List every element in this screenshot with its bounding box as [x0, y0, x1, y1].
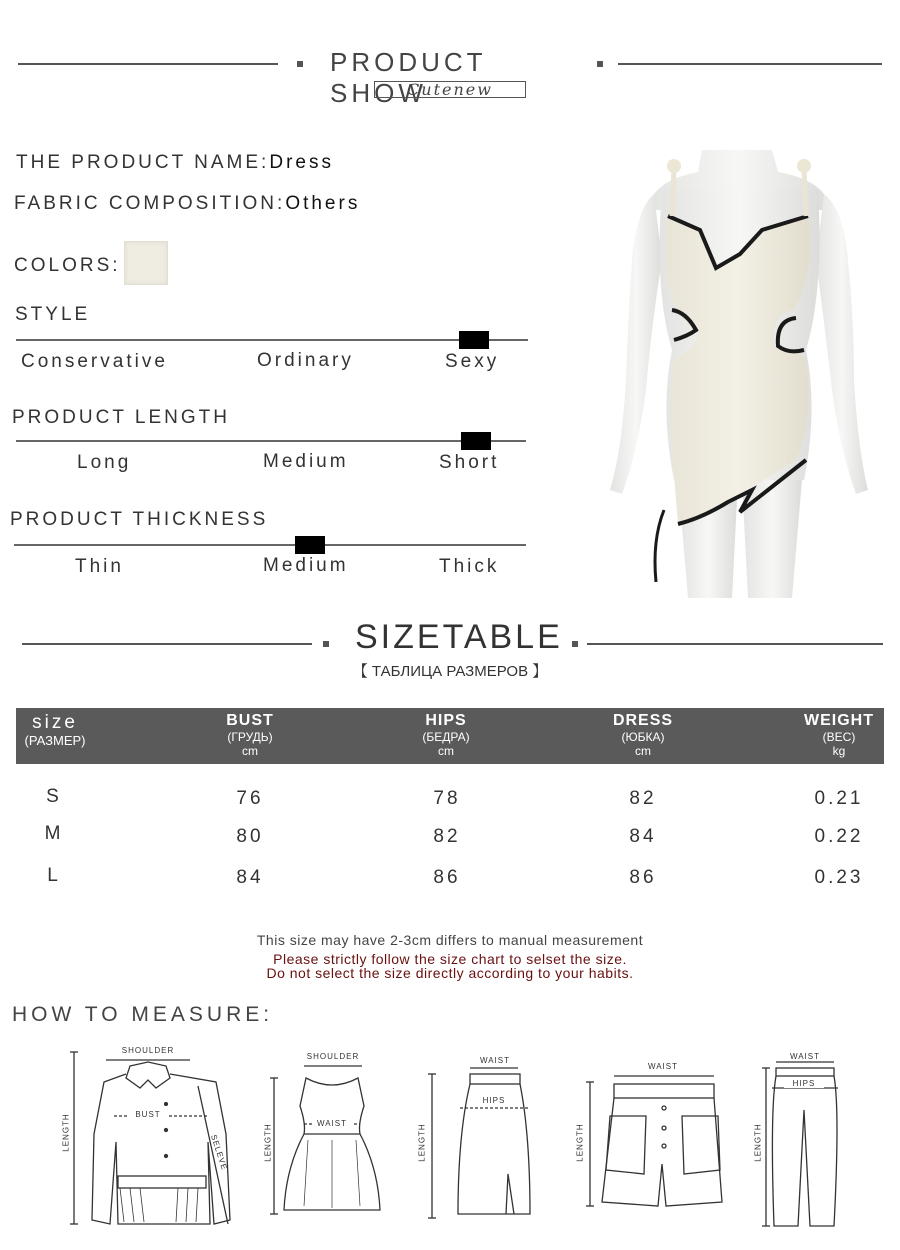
sizetable-dot-right [572, 641, 578, 647]
hips-cell: 82 [433, 826, 461, 847]
size-table-header [16, 708, 884, 764]
fabric-row [14, 193, 360, 215]
fabric-label: FABRIC COMPOSITION: [14, 193, 286, 214]
dress-waist-label: WAIST [312, 1119, 352, 1128]
product-name-value: Dress [269, 152, 334, 173]
bust-cell: 76 [236, 788, 264, 809]
style-option-ordinary: Ordinary [257, 350, 354, 371]
thickness-scale-marker [295, 536, 325, 554]
thickness-scale-line [14, 544, 526, 546]
divider-dot-left [297, 61, 303, 67]
size-cell: M [44, 823, 64, 844]
col-bust-header: BUST (ГРУДЬ) cm [226, 712, 274, 758]
length-title: PRODUCT LENGTH [12, 407, 230, 428]
style-title: STYLE [15, 304, 91, 325]
measurement-note: This size may have 2-3cm differs to manual measurement [256, 932, 644, 948]
size-cell: L [47, 865, 61, 886]
size-cell: S [46, 786, 62, 807]
color-swatch[interactable] [124, 241, 168, 285]
length-scale-marker [461, 432, 491, 450]
jacket-diagram [58, 1044, 238, 1230]
thickness-title: PRODUCT THICKNESS [10, 509, 269, 530]
product-image [592, 150, 882, 598]
thickness-option-thin: Thin [75, 556, 124, 577]
hips-cell: 86 [433, 867, 461, 888]
size-warning-2: Do not select the size directly according to your habits. [266, 965, 634, 981]
skirt-length-label: LENGTH [417, 1123, 427, 1162]
jacket-shoulder-label: SHOULDER [121, 1046, 175, 1055]
sizetable-divider-left [22, 643, 312, 645]
pants-hips-label: HIPS [784, 1079, 824, 1088]
skirt-waist-label: WAIST [479, 1056, 511, 1065]
length-option-short: Short [439, 452, 500, 473]
col-weight-header: WEIGHT (ВЕС) kg [804, 712, 874, 758]
sizetable-divider-right [587, 643, 883, 645]
dress-mannequin-illustration [592, 150, 882, 598]
shorts-length-label: LENGTH [575, 1123, 585, 1162]
dress-cell: 84 [629, 826, 657, 847]
col-hips-header: HIPS (БЕДРА) cm [422, 712, 470, 758]
bust-cell: 80 [236, 826, 264, 847]
shorts-waist-label: WAIST [647, 1062, 679, 1071]
fabric-value: Others [285, 193, 361, 214]
brand-label: Cutenew [374, 81, 526, 98]
length-scale-line [16, 440, 526, 442]
jacket-sleeve-label: SELEVE [208, 1133, 230, 1172]
sizetable-dot-left [323, 641, 329, 647]
divider-left [18, 63, 278, 65]
dress-diagram [260, 1050, 400, 1220]
dress-shoulder-label: SHOULDER [306, 1052, 360, 1061]
length-option-long: Long [77, 452, 132, 473]
divider-dot-right [597, 61, 603, 67]
how-to-measure-title: HOW TO MEASURE: [12, 1003, 274, 1026]
product-show-title: PRODUCT SHOW [330, 47, 487, 108]
length-option-medium: Medium [263, 451, 349, 472]
weight-cell: 0.23 [814, 867, 864, 888]
jacket-bust-label: BUST [128, 1110, 168, 1119]
product-name-label: THE PRODUCT NAME: [16, 152, 270, 173]
col-size-header: size (РАЗМЕР) [24, 712, 86, 748]
thickness-option-medium: Medium [263, 555, 349, 576]
dress-cell: 82 [629, 788, 657, 809]
hips-cell: 78 [433, 788, 461, 809]
pants-diagram [740, 1050, 870, 1230]
style-option-conservative: Conservative [21, 351, 168, 372]
skirt-diagram [410, 1054, 540, 1224]
pants-length-label: LENGTH [753, 1123, 763, 1162]
dress-length-label: LENGTH [263, 1123, 273, 1162]
colors-label: COLORS: [14, 255, 121, 276]
bust-cell: 84 [236, 867, 264, 888]
divider-right [618, 63, 882, 65]
thickness-option-thick: Thick [439, 556, 500, 577]
jacket-length-label: LENGTH [61, 1113, 71, 1152]
dress-cell: 86 [629, 867, 657, 888]
weight-cell: 0.21 [814, 788, 864, 809]
skirt-hips-label: HIPS [474, 1096, 514, 1105]
style-option-sexy: Sexy [445, 351, 500, 372]
sizetable-title: SIZETABLE [355, 618, 563, 656]
sizetable-subtitle: 【 ТАБЛИЦА РАЗМЕРОВ 】 [352, 663, 548, 680]
col-dress-header: DRESS (ЮБКА) cm [612, 712, 674, 758]
style-scale-line [16, 339, 528, 341]
product-name-row [16, 152, 334, 174]
weight-cell: 0.22 [814, 826, 864, 847]
style-scale-marker [459, 331, 489, 349]
shorts-diagram [570, 1058, 730, 1218]
pants-waist-label: WAIST [789, 1052, 821, 1061]
size-warning-1: Please strictly follow the size chart to selset the size. [273, 951, 627, 967]
